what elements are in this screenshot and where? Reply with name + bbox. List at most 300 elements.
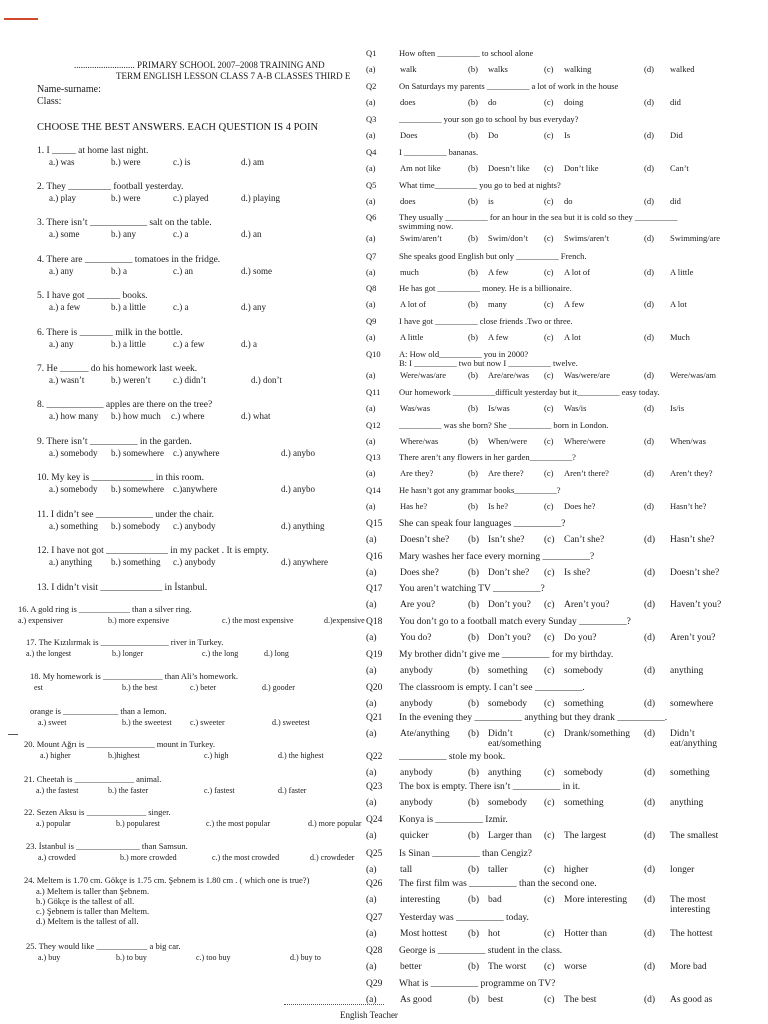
answer-option[interactable]: b.) were [111,157,141,167]
answer-option[interactable]: walk [400,64,417,74]
answer-option[interactable]: Haven’t you? [670,600,722,610]
answer-option[interactable]: Most hottest [400,929,448,939]
option-letter: (d) [644,535,656,545]
answer-option[interactable]: c.) sweeter [190,718,225,727]
answer-option[interactable]: a.) was [49,157,75,167]
answer-options [362,666,762,678]
answer-options [37,521,325,532]
answer-option[interactable]: c.) the most crowded [212,853,280,862]
answer-option[interactable]: Did [670,130,683,140]
answer-option[interactable]: Swimming/are [670,233,721,243]
answer-option[interactable]: a.) popular [36,819,71,828]
answer-option[interactable]: b.) somewhere [111,448,164,458]
question-number: Q6 [366,212,377,222]
answer-option[interactable]: Much [670,332,690,342]
answer-option[interactable]: Don’t you? [488,600,531,610]
answer-option[interactable]: Where/was [400,436,439,446]
answer-option[interactable]: a.) play [49,193,76,203]
answer-option[interactable]: a.) somebody [49,448,98,458]
answer-option[interactable]: somewhere [670,699,714,709]
answer-option[interactable]: Aren’t you? [670,633,716,643]
answer-option[interactable]: b.) more expensive [108,616,170,625]
answer-option[interactable]: A few [488,332,509,342]
answer-option[interactable]: c.) a [173,302,189,312]
answer-option[interactable]: anybody [400,699,433,709]
option-letter: (c) [544,535,555,545]
option-letter: (c) [544,798,555,808]
answer-option[interactable]: As good as [670,995,713,1005]
option-letter: (a) [366,196,376,206]
answer-options [37,193,280,204]
question-stem: The box is empty. There isn’t __________ in it. [399,782,581,792]
answer-option[interactable]: hot [488,929,501,939]
answer-option[interactable]: d.) anybo [281,448,315,458]
answer-option[interactable]: c.) a [173,229,189,239]
question-stem: 20. Mount Ağrı is ________________ mount in Turkey. [24,739,215,749]
answer-option[interactable]: d.) the highest [278,751,324,760]
answer-option[interactable]: Is/is [670,403,685,413]
left-question [37,545,328,568]
question-number: Q25 [366,849,383,859]
option-letter: (d) [644,196,654,206]
answer-option[interactable]: c.) a few [173,339,205,349]
right-question [362,420,762,450]
answer-option[interactable]: d.) crowdeder [310,853,355,862]
answer-option[interactable]: Aren’t there? [564,468,609,478]
question-stem: How often __________ to school alone [399,48,534,58]
answer-option[interactable]: d.) more popular [308,819,362,828]
option-letter: (a) [366,299,376,309]
answer-option[interactable]: a.) sweet [38,718,67,727]
option-letter: (c) [544,929,555,939]
answer-option[interactable]: somebody [488,699,528,709]
answer-option[interactable]: do [488,97,497,107]
left-question [30,705,310,728]
question-stem: Mary washes her face every morning __________? [399,552,595,562]
answer-option[interactable]: Can’t [670,163,689,173]
question-number: Q3 [366,114,377,124]
answer-option[interactable]: Was/were/are [564,370,611,380]
option-letter: (a) [366,995,377,1005]
answer-option[interactable]: b.) somewhere [111,484,164,494]
answer-option[interactable]: b.) the faster [108,786,149,795]
question-stem: My brother didn’t give me __________ for my birthday. [399,650,614,660]
answer-option[interactable]: a.) a few [49,302,81,312]
option-letter: (c) [544,468,554,478]
answer-option[interactable]: c.) didn’t [173,375,206,385]
question-stem: 22. Sezen Aksu is ______________ singer. [24,807,171,817]
answer-option[interactable]: Are/are/was [488,370,530,380]
answer-option[interactable]: Hasn’t she? [670,535,715,545]
answer-option[interactable]: a.) wasn’t [49,375,85,385]
option-letter: (a) [366,895,377,905]
answer-option[interactable]: d.) playing [241,193,280,203]
answer-option[interactable]: The best [564,995,597,1005]
answer-option[interactable]: c.) the most popular [206,819,270,828]
answer-option[interactable]: d.) gooder [262,683,295,692]
right-question [362,713,762,749]
answer-option[interactable]: a.) the longest [26,649,72,658]
answer-option[interactable]: Don’t you? [488,633,531,643]
option-letter: (d) [644,768,656,778]
option-letter: (d) [644,929,656,939]
answer-option[interactable]: anybody [400,666,433,676]
answer-option[interactable]: anybody [400,768,433,778]
option-letter: (c) [544,831,555,841]
question-stem: A: How old__________ you in 2000? [399,349,529,359]
left-question [37,399,271,422]
answer-option[interactable]: d.) am [241,157,264,167]
answer-option[interactable]: a.) Meltem is taller than Şebnem. [36,886,150,896]
right-question [362,452,762,482]
answer-option[interactable]: Were/was/am [670,370,717,380]
answer-option[interactable]: d.) sweetest [272,718,310,727]
answer-option[interactable]: d.) long [264,649,289,658]
answer-option[interactable]: is [488,196,494,206]
option-letter: (d) [644,267,654,277]
answer-option[interactable]: c.) an [173,266,193,276]
answer-option[interactable]: d.) anything [281,521,325,531]
answer-option[interactable]: a.) expensiver [18,616,63,625]
answer-option[interactable]: a.) crowded [38,853,76,862]
option-letter: (a) [366,600,377,610]
answer-option[interactable]: b.) somebody [111,521,160,531]
answer-option[interactable]: does [400,97,416,107]
answer-option[interactable]: worse [564,962,587,972]
answer-option[interactable]: c.) the long [202,649,239,658]
answer-option[interactable]: The most interesting [670,895,711,915]
answer-option[interactable]: a.) how many [49,411,99,421]
answer-option[interactable]: something [670,768,710,778]
right-question [362,519,762,549]
answer-options [362,233,762,245]
answer-option[interactable]: longer [670,865,695,875]
answer-option[interactable]: c.) high [204,751,229,760]
answer-options [37,448,315,459]
answer-option[interactable]: c.)anywhere [173,484,218,494]
answer-option[interactable]: b.) to buy [116,953,147,962]
option-letter: (c) [544,196,554,206]
answer-option[interactable]: Is/was [488,403,510,413]
answer-option[interactable]: Doesn’t like [488,163,530,173]
answer-option[interactable]: b.) something [111,557,161,567]
answer-option[interactable]: something [488,666,528,676]
answer-options [362,403,762,415]
answer-option[interactable]: a.) something [49,521,98,531]
answer-option[interactable]: d.) buy to [290,953,321,962]
question-stem: 2. They _________ football yesterday. [37,182,184,192]
answer-option[interactable]: tall [400,865,413,875]
answer-option[interactable]: something [564,798,604,808]
answer-option[interactable]: Has he? [400,501,428,511]
answer-option[interactable]: Are they? [400,468,434,478]
answer-option[interactable]: anything [488,768,522,778]
answer-option[interactable]: d.) some [241,266,272,276]
right-question [362,283,762,313]
answer-option[interactable]: c.) anywhere [173,448,220,458]
answer-option[interactable]: a.) buy [38,953,61,962]
option-letter: (a) [366,403,376,413]
answer-option[interactable]: A lot of [400,299,426,309]
answer-option[interactable]: More bad [670,962,707,972]
option-letter: (a) [366,64,376,74]
question-number: Q20 [366,683,383,693]
right-question [362,650,762,680]
answer-option[interactable]: d.) what [241,411,271,421]
option-letter: (a) [366,468,376,478]
question-stem: orange is _____________ than a lemon. [30,706,167,716]
answer-option[interactable]: c.) anybody [173,557,216,567]
answer-option[interactable]: b.) weren’t [111,375,151,385]
answer-option[interactable]: bad [488,895,502,905]
answer-option[interactable]: Are there? [488,468,524,478]
answer-option[interactable]: c.) where [171,411,205,421]
answer-option[interactable]: d.) anybo [281,484,315,494]
answer-option[interactable]: A little [400,332,424,342]
right-question [362,180,762,210]
answer-option[interactable]: b.) more crowded [120,853,177,862]
answer-option[interactable]: Swim/aren’t [400,233,442,243]
option-letter: (d) [644,370,654,380]
answer-option[interactable]: Aren’t they? [670,468,713,478]
answer-option[interactable]: b.) a little [111,339,146,349]
answer-option[interactable]: Isn’t she? [488,535,525,545]
answer-option[interactable]: Do [488,130,499,140]
answer-option[interactable]: a.) some [49,229,80,239]
answer-option[interactable]: Does [400,130,418,140]
question-number: Q22 [366,752,383,762]
answer-option[interactable]: More interesting [564,895,628,905]
answer-option[interactable]: Larger than [488,831,532,841]
question-number: Q28 [366,946,383,956]
option-letter: (b) [468,798,480,808]
question-stem: 13. I didn’t visit _____________ in İstanbul. [37,583,208,593]
question-stem: __________ your son go to school by bus everyday? [399,114,579,124]
answer-option[interactable]: A few [564,299,585,309]
option-letter: (d) [644,403,654,413]
answer-option[interactable]: b.) a little [111,302,146,312]
option-letter: (c) [544,130,554,140]
answer-option[interactable]: walking [564,64,592,74]
answer-option[interactable]: The smallest [670,831,719,841]
answer-option[interactable]: Was/was [400,403,431,413]
answer-option[interactable]: When/was [670,436,706,446]
answer-option[interactable]: c.) too buy [196,953,231,962]
answer-option[interactable]: does [400,196,416,206]
answer-option[interactable]: did [670,196,681,206]
answer-option[interactable]: b.) a [111,266,127,276]
answer-option[interactable]: d.) any [241,302,266,312]
answer-option[interactable]: a.) any [49,339,74,349]
answer-option[interactable]: Are you? [400,600,436,610]
answer-option[interactable]: Don’t like [564,163,599,173]
question-stem: He hasn’t got any grammar books__________? [399,485,561,495]
answer-option[interactable]: something [564,699,604,709]
answer-option[interactable]: As good [400,995,432,1005]
answer-option[interactable]: did [670,97,681,107]
option-letter: (c) [544,332,554,342]
answer-option[interactable]: Does she? [400,568,439,578]
option-letter: (c) [544,501,554,511]
answer-option[interactable]: Is [564,130,571,140]
answer-option[interactable]: c.) played [173,193,209,203]
answer-option[interactable]: b.) longer [112,649,144,658]
answer-option[interactable]: d.) a [241,339,257,349]
answer-option[interactable]: anybody [400,798,433,808]
answer-option[interactable]: Was/is [564,403,587,413]
answer-option[interactable]: d.) anywhere [281,557,328,567]
answer-options [37,557,328,568]
answer-option[interactable]: interesting [400,895,441,905]
answer-option[interactable]: Swims/aren’t [564,233,610,243]
answer-options [362,600,762,612]
answer-option[interactable]: Does he? [564,501,596,511]
answer-option[interactable]: Doesn’t she? [400,535,450,545]
answer-option[interactable]: b.)highest [108,751,140,760]
question-stem: 9. There isn’t __________ in the garden. [37,437,192,447]
answer-option[interactable]: Swim/don’t [488,233,528,243]
answer-option[interactable]: doing [564,97,584,107]
answer-option[interactable]: Am not like [400,163,441,173]
answer-option[interactable]: anything [670,798,704,808]
answer-option[interactable]: You do? [400,633,432,643]
answer-option[interactable]: Drank/something [564,729,630,739]
option-letter: (d) [644,729,656,739]
answer-option[interactable]: walked [670,64,695,74]
answer-option[interactable]: A little [670,267,694,277]
answer-option[interactable]: c.) the most expensive [222,616,294,625]
answer-option[interactable]: A few [488,267,509,277]
answer-options [362,299,762,311]
answer-option[interactable]: b.) were [111,193,141,203]
option-letter: (c) [544,403,554,413]
option-letter: (b) [468,370,478,380]
answer-option[interactable]: b.) the best [122,683,158,692]
answer-option[interactable]: do [564,196,573,206]
left-question [18,603,365,626]
right-question [362,913,762,943]
answer-option[interactable]: somebody [488,798,528,808]
answer-option[interactable]: taller [488,865,508,875]
option-letter: (b) [468,501,478,511]
answer-options [37,339,257,350]
answer-option[interactable]: The worst [488,962,527,972]
header-term-line: TERM ENGLISH LESSON CLASS 7 A-B CLASSES THIRD E [116,71,351,81]
option-letter: (b) [468,436,478,446]
right-question [362,946,762,976]
answer-option[interactable]: a.) somebody [49,484,98,494]
answer-option[interactable]: c.) fastest [204,786,235,795]
answer-options [30,717,310,728]
answer-option[interactable]: c.) beter [190,683,217,692]
answer-option[interactable]: c.) anybody [173,521,216,531]
answer-option[interactable]: Don’t she? [488,568,530,578]
answer-option[interactable]: better [400,962,422,972]
answer-option[interactable]: The largest [564,831,607,841]
answer-option[interactable]: The hottest [670,929,713,939]
answer-option[interactable]: d.) don’t [251,375,282,385]
question-stem: George is __________ student in the class. [399,946,563,956]
option-letter: (c) [544,995,555,1005]
right-question [362,815,762,845]
answer-option[interactable]: much [400,267,419,277]
answer-option[interactable]: Didn’t eat/anything [670,729,717,749]
answer-option[interactable]: b.) popularest [116,819,160,828]
answer-option[interactable]: Where/were [564,436,606,446]
answer-options [362,768,762,780]
answer-option[interactable]: Do you? [564,633,597,643]
answer-option[interactable]: d.)expensive [324,616,365,625]
question-stem: 24. Meltem is 1.70 cm. Gökçe is 1.75 cm. Şebnem is 1.80 cm . ( which one is true?) [24,875,310,885]
teacher-label: English Teacher [340,1010,398,1020]
answer-option[interactable]: walks [488,64,508,74]
option-letter: (c) [544,666,555,676]
answer-option[interactable]: a.) higher [40,751,71,760]
option-letter: (b) [468,768,480,778]
answer-option[interactable]: A lot [564,332,581,342]
pen-mark [4,18,38,20]
answer-option[interactable]: est [34,683,43,692]
answer-option[interactable]: Hasn’t he? [670,501,707,511]
answer-option[interactable]: higher [564,865,589,875]
answer-option[interactable]: Doesn’t she? [670,568,720,578]
answer-option[interactable]: a.) anything [49,557,92,567]
answer-option[interactable]: b.) any [111,229,136,239]
answer-option[interactable]: quicker [400,831,429,841]
answer-option[interactable]: A lot of [564,267,590,277]
answer-option[interactable]: A lot [670,299,687,309]
answer-option[interactable]: When/were [488,436,528,446]
option-letter: (a) [366,633,377,643]
option-letter: (b) [468,568,480,578]
answer-option[interactable]: b.) Gökçe is the tallest of all. [36,896,135,906]
answer-option[interactable]: c.) Şebnem is taller than Meltem. [36,906,150,916]
question-number: Q27 [366,913,383,923]
answer-option[interactable]: Can’t she? [564,535,605,545]
answer-option[interactable]: d.) an [241,229,262,239]
answer-option[interactable]: a.) any [49,266,74,276]
answer-options [362,798,762,810]
question-number: Q13 [366,452,381,462]
answer-option[interactable]: c.) is [173,157,191,167]
option-letter: (c) [544,568,555,578]
option-letter: (a) [366,865,377,875]
answer-option[interactable]: Ate/anything [400,729,450,739]
answer-option[interactable]: anything [670,666,704,676]
question-stem: You don’t go to a football match every Sunday __________? [399,617,631,627]
answer-option[interactable]: a.) the fastest [36,786,79,795]
answer-option[interactable]: Hotter than [564,929,608,939]
answer-option[interactable]: b.) the sweetest [122,718,172,727]
answer-option[interactable]: best [488,995,504,1005]
answer-option[interactable]: Were/was/are [400,370,447,380]
question-stem: The classroom is empty. I can’t see __________. [399,683,585,693]
answer-option[interactable]: d.) Meltem is the tallest of all. [36,916,139,926]
answer-option[interactable]: Aren’t you? [564,600,610,610]
answer-option[interactable]: b.) how much [111,411,161,421]
answer-option[interactable]: somebody [564,666,604,676]
right-question [362,114,762,144]
answer-option[interactable]: somebody [564,768,604,778]
answer-option[interactable]: Is he? [488,501,509,511]
question-stem-continued: swimming now. [399,221,454,231]
answer-option[interactable]: Didn’t eat/something [488,729,542,749]
option-letter: (c) [544,699,555,709]
answer-option[interactable]: many [488,299,507,309]
answer-option[interactable]: Is she? [564,568,591,578]
margin-mark [8,734,18,735]
answer-option[interactable]: d.) faster [278,786,307,795]
